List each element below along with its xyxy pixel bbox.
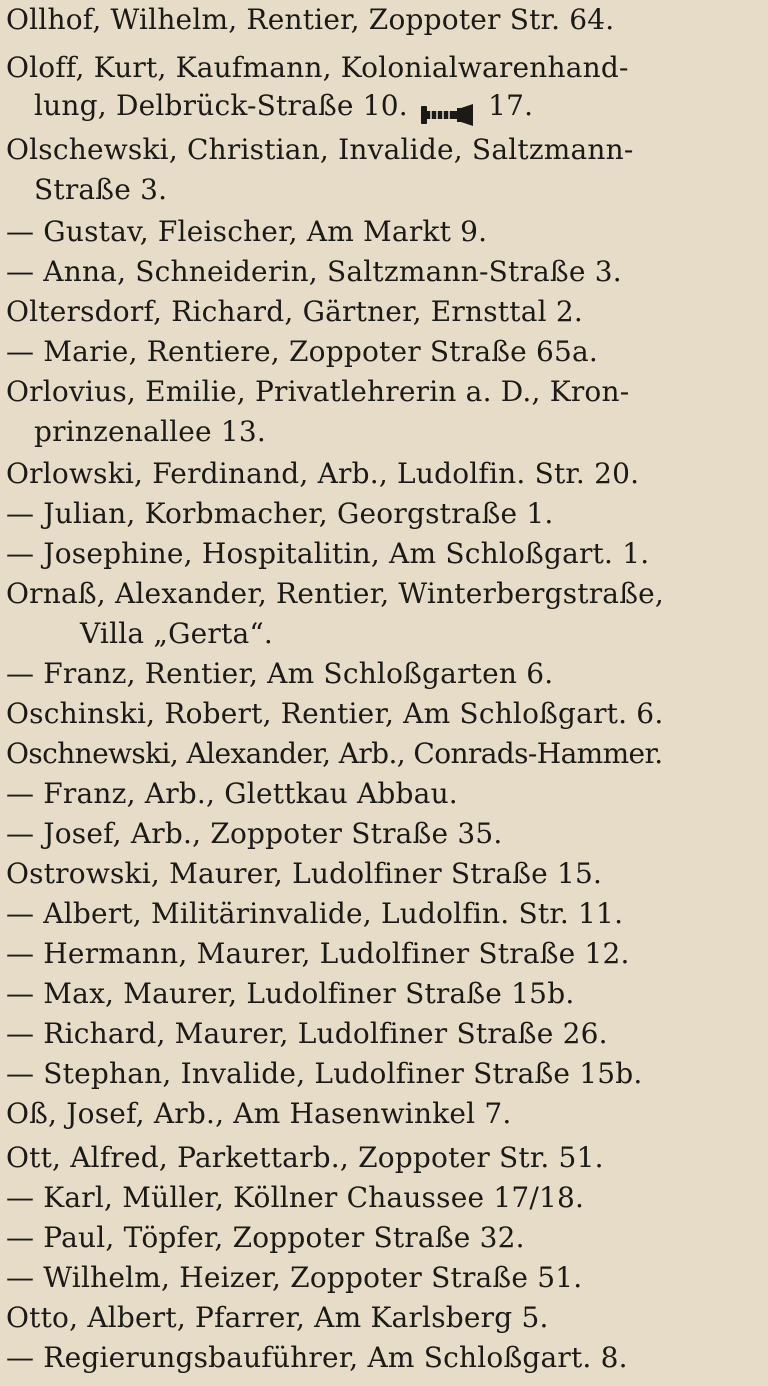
entry-text: — Albert, Militärinvalide, Ludolfin. Str. 11.: [6, 897, 624, 930]
list-item: [6, 974, 768, 1014]
entry-text: — Gustav, Fleischer, Am Markt 9.: [6, 215, 488, 248]
list-item: [6, 48, 768, 88]
entry-text: Olschewski, Christian, Invalide, Saltzmann-: [6, 133, 634, 166]
entry-text: — Regierungsbauführer, Am Schloßgart. 8.: [6, 1341, 628, 1374]
list-item: [34, 412, 768, 452]
entry-text: — Julian, Korbmacher, Georgstraße 1.: [6, 497, 554, 530]
list-item: [6, 292, 768, 332]
list-item: [6, 372, 768, 412]
entry-text: prinzenallee 13.: [34, 415, 267, 448]
entry-text: — Max, Maurer, Ludolfiner Straße 15b.: [6, 977, 575, 1010]
list-item: [6, 1298, 768, 1338]
list-item: [80, 614, 768, 654]
list-item: [6, 0, 768, 40]
list-item: [6, 774, 768, 814]
list-item: [34, 86, 768, 126]
entry-text: Straße 3.: [34, 173, 168, 206]
entry-text: — Wilhelm, Heizer, Zoppoter Straße 51.: [6, 1261, 583, 1294]
list-item: [6, 494, 768, 534]
entry-text: — Hermann, Maurer, Ludolfiner Straße 12.: [6, 937, 630, 970]
entry-text: Oloff, Kurt, Kaufmann, Kolonialwarenhand-: [6, 51, 629, 84]
list-item: [6, 454, 768, 494]
entry-text: Ornaß, Alexander, Rentier, Winterbergstraße,: [6, 577, 664, 610]
telephone-icon: [419, 97, 475, 119]
list-item: [6, 1094, 768, 1134]
list-item: [6, 332, 768, 372]
entry-text: Oß, Josef, Arb., Am Hasenwinkel 7.: [6, 1097, 512, 1130]
list-item: [6, 934, 768, 974]
list-item: [6, 1054, 768, 1094]
entry-text: Otto, Albert, Pfarrer, Am Karlsberg 5.: [6, 1301, 549, 1334]
entry-text: Ott, Alfred, Parkettarb., Zoppoter Str. 51.: [6, 1141, 604, 1174]
entry-text: — Marie, Rentiere, Zoppoter Straße 65a.: [6, 335, 599, 368]
list-item: [6, 1258, 768, 1298]
list-item: [6, 654, 768, 694]
list-item: [6, 130, 768, 170]
list-item: [6, 734, 768, 774]
entry-text: — Stephan, Invalide, Ludolfiner Straße 15b.: [6, 1057, 643, 1090]
list-item: [6, 854, 768, 894]
entry-text: Orlowski, Ferdinand, Arb., Ludolfin. Str. 20.: [6, 457, 640, 490]
entry-text: Orlovius, Emilie, Privatlehrerin a. D., Kron-: [6, 375, 630, 408]
entry-text: Ollhof, Wilhelm, Rentier, Zoppoter Str. 64.: [6, 3, 615, 36]
list-item: [6, 1014, 768, 1054]
entry-text: — Richard, Maurer, Ludolfiner Straße 26.: [6, 1017, 608, 1050]
list-item: [6, 814, 768, 854]
list-item: [6, 252, 768, 292]
list-item: [6, 212, 768, 252]
list-item: [6, 574, 768, 614]
entry-text: Oschnewski, Alexander, Arb., Conrads-Hammer.: [6, 737, 663, 770]
phone-number: 17.: [488, 89, 534, 122]
list-item: [6, 694, 768, 734]
list-item: [34, 170, 768, 210]
entry-text: — Anna, Schneiderin, Saltzmann-Straße 3.: [6, 255, 622, 288]
list-item: [6, 1338, 768, 1378]
entry-text: — Karl, Müller, Köllner Chaussee 17/18.: [6, 1181, 585, 1214]
list-item: [6, 1218, 768, 1258]
entry-text: — Josephine, Hospitalitin, Am Schloßgart. 1.: [6, 537, 650, 570]
entry-text: Oltersdorf, Richard, Gärtner, Ernsttal 2.: [6, 295, 583, 328]
entry-text: — Paul, Töpfer, Zoppoter Straße 32.: [6, 1221, 525, 1254]
entry-text: — Franz, Rentier, Am Schloßgarten 6.: [6, 657, 554, 690]
entry-text: lung, Delbrück-Straße 10.: [34, 89, 408, 122]
list-item: [6, 534, 768, 574]
list-item: [6, 894, 768, 934]
list-item: [6, 1138, 768, 1178]
entry-text: Oschinski, Robert, Rentier, Am Schloßgart. 6.: [6, 697, 664, 730]
entry-text: Ostrowski, Maurer, Ludolfiner Straße 15.: [6, 857, 603, 890]
entry-text: — Franz, Arb., Glettkau Abbau.: [6, 777, 458, 810]
entry-text: — Josef, Arb., Zoppoter Straße 35.: [6, 817, 503, 850]
entry-text: Villa „Gerta“.: [80, 617, 273, 650]
list-item: [6, 1178, 768, 1218]
